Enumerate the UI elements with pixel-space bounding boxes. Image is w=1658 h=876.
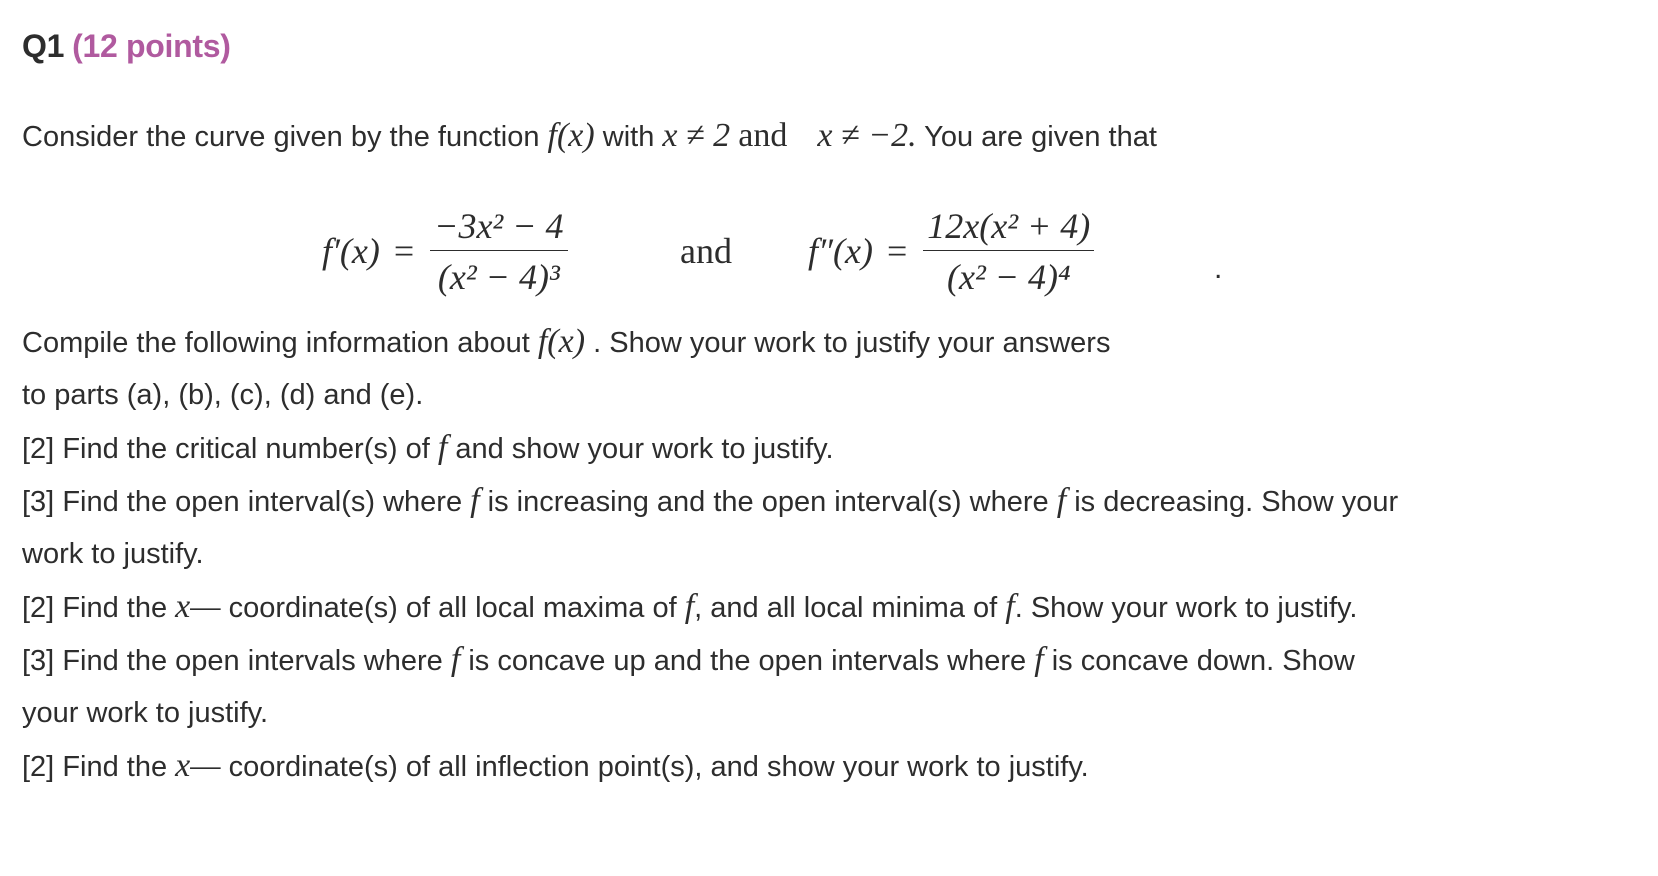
equation-connector: and xyxy=(680,231,732,271)
part-item-2-continuation: work to justify. xyxy=(22,538,204,570)
instructions-line-2: to parts (a), (b), (c), (d) and (e). xyxy=(22,379,424,411)
part-text: coordinate(s) of all inflection point(s), and show your work to justify. xyxy=(228,751,1089,783)
part-points: [2] xyxy=(22,751,55,783)
part-item-1 xyxy=(22,428,834,469)
fraction-bar xyxy=(923,250,1094,251)
part-points: [3] xyxy=(22,645,55,677)
part-function-symbol: f xyxy=(450,641,461,678)
derivative-equations xyxy=(22,196,1622,306)
part-function-symbol: f xyxy=(684,588,695,625)
first-derivative-equation xyxy=(322,196,568,306)
second-derivative-denominator: (x² − 4)⁴ xyxy=(947,256,1071,297)
part-text: is concave up and the open intervals where xyxy=(468,645,1027,677)
first-derivative-numerator: −3x² − 4 xyxy=(434,205,564,246)
part-text: Find the open intervals where xyxy=(62,645,443,677)
part-text: is increasing and the open interval(s) where xyxy=(487,486,1049,518)
intro-text-before: Consider the curve given by the function xyxy=(22,121,540,153)
instructions-text-before: Compile the following information about xyxy=(22,327,530,359)
first-derivative-equals: = xyxy=(393,231,415,271)
part-variable: x— xyxy=(175,747,221,784)
second-derivative-lhs: f″(x) xyxy=(808,231,873,271)
part-text: Find the xyxy=(62,592,168,624)
part-text: . Show your work to justify. xyxy=(1014,592,1358,624)
part-text: Find the critical number(s) of xyxy=(62,433,430,465)
part-item-4-continuation: your work to justify. xyxy=(22,697,269,729)
first-derivative-denominator: (x² − 4)³ xyxy=(437,256,560,297)
instructions-func: f(x) xyxy=(537,323,586,360)
equation-end-mark: . xyxy=(1214,252,1223,285)
part-points: [2] xyxy=(22,592,55,624)
instructions-text-after: . Show your work to justify your answers xyxy=(593,327,1111,359)
intro-cond2: x ≠ −2. xyxy=(817,117,917,154)
part-item-4 xyxy=(22,640,1355,681)
part-function-symbol: f xyxy=(437,429,448,466)
question-heading xyxy=(22,28,231,65)
second-derivative-equation xyxy=(808,196,1094,306)
first-derivative-fraction xyxy=(430,204,567,299)
intro-func: f(x) xyxy=(547,117,595,154)
fraction-bar xyxy=(430,250,567,251)
intro-text-after: You are given that xyxy=(924,121,1157,153)
part-function-symbol: f xyxy=(1005,588,1015,625)
part-text: and show your work to justify. xyxy=(455,433,834,465)
part-text: Find the open interval(s) where xyxy=(62,486,463,518)
intro-cond1: x ≠ 2 xyxy=(662,117,731,154)
part-text: Find the xyxy=(62,751,168,783)
instructions-line-1 xyxy=(22,322,1110,363)
part-function-symbol: f xyxy=(1056,482,1067,519)
intro-with: with xyxy=(602,121,655,153)
second-derivative-numerator: 12x(x² + 4) xyxy=(927,205,1091,246)
part-item-3 xyxy=(22,587,1357,628)
part-text: coordinate(s) of all local maxima of xyxy=(228,592,677,624)
part-item-2 xyxy=(22,481,1398,522)
part-function-symbol: f xyxy=(470,482,480,519)
second-derivative-equals: = xyxy=(886,231,908,271)
part-text: is concave down. Show xyxy=(1051,645,1355,677)
part-text: is decreasing. Show your xyxy=(1074,486,1399,518)
first-derivative-lhs: f′(x) xyxy=(322,231,380,271)
part-variable: x— xyxy=(175,588,221,625)
intro-line xyxy=(22,116,1157,157)
part-points: [3] xyxy=(22,486,55,518)
part-text: , and all local minima of xyxy=(694,592,998,624)
part-function-symbol: f xyxy=(1034,641,1044,678)
question-points: (12 points) xyxy=(72,28,231,64)
intro-and: and xyxy=(738,117,788,154)
part-points: [2] xyxy=(22,433,55,465)
question-container xyxy=(22,0,1642,876)
question-number: Q1 xyxy=(22,28,65,64)
part-item-5 xyxy=(22,746,1089,787)
second-derivative-fraction xyxy=(923,204,1094,299)
